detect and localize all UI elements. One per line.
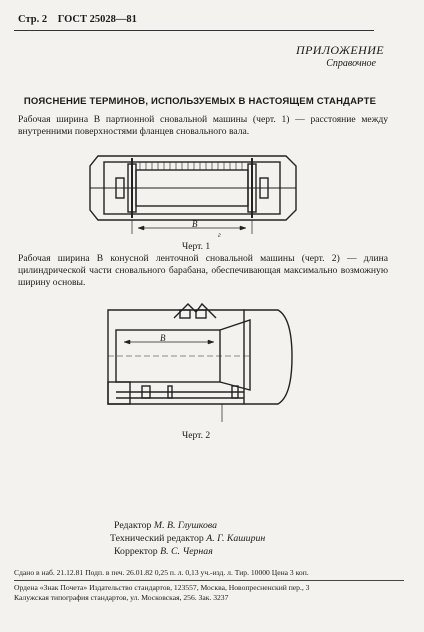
imprint-rule: [14, 580, 404, 581]
paragraph-1: Рабочая ширина В партионной сновальной машины (черт. 1) — расстояние между внутренними поверхностями фланцев сновального вала.: [18, 114, 388, 137]
credits-block: [110, 519, 265, 558]
figure-1-caption: Черт. 1: [182, 241, 211, 252]
tech-editor-role: Технический редактор: [110, 533, 204, 544]
figure-2-dimension-label: В: [160, 333, 166, 343]
appendix-title: ПРИЛОЖЕНИЕ: [296, 43, 384, 57]
tech-editor-name: А. Г. Каширин: [206, 533, 266, 544]
tech-editor-line: [110, 532, 265, 545]
corrector-line: [110, 545, 265, 558]
figure-2-drawing: [102, 298, 298, 426]
appendix-subtitle: Справочное: [326, 58, 376, 69]
corrector-name: В. С. Черная: [160, 546, 213, 557]
paragraph-2: Рабочая ширина В конусной ленточной сновальной машины (черт. 2) — длина цилиндрической части сновального барабана, обеспечивающая максимально возможную ширину основы.: [18, 253, 388, 288]
section-title: ПОЯСНЕНИЕ ТЕРМИНОВ, ИСПОЛЬЗУЕМЫХ В НАСТОЯЩЕМ СТАНДАРТЕ: [23, 96, 377, 107]
page-number: Стр. 2: [18, 14, 48, 25]
standard-number: ГОСТ 25028—81: [57, 14, 137, 25]
imprint-line-2: Ордена «Знак Почета» Издательство стандартов, 123557, Москва, Новопресненский пер., 3: [14, 583, 310, 592]
figure-1-ref-label: г: [218, 231, 221, 239]
header-rule: [14, 30, 374, 31]
imprint-line-1: Сдано в наб. 21.12.81 Подп. в печ. 26.01.82 0,25 п. л. 0,13 уч.-изд. л. Тир. 10000 Цена 3 коп.: [14, 568, 309, 577]
imprint-line-3: Калужская типография стандартов, ул. Московская, 256. Зак. 3237: [14, 593, 229, 602]
figure-1-dimension-label: В: [192, 219, 198, 229]
editor-line: [110, 519, 265, 532]
corrector-role: Корректор: [114, 546, 158, 557]
page-header: [18, 14, 145, 25]
editor-name: М. В. Глушкова: [153, 520, 217, 531]
figure-1-drawing: [88, 148, 318, 240]
editor-role: Редактор: [114, 520, 152, 531]
figure-2-caption: Черт. 2: [182, 430, 211, 441]
